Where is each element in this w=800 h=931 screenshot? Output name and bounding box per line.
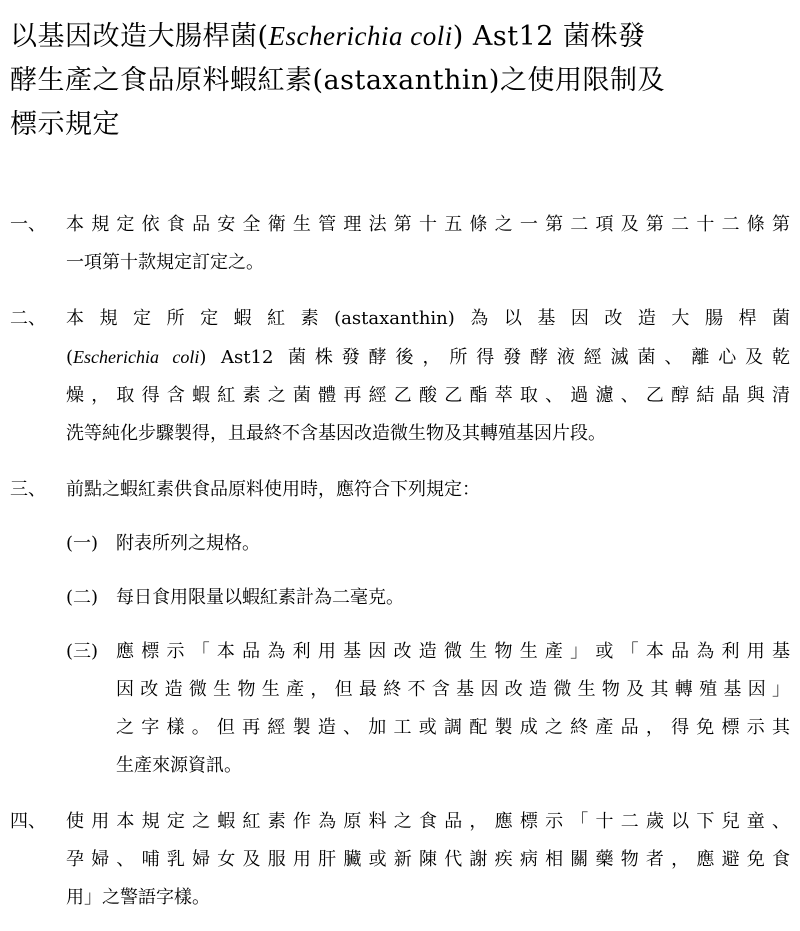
article-3-item-3-line-3: 之字樣。但再經製造、加工或調配製成之終產品，得免標示其 <box>116 717 790 738</box>
article-3-item-3-body <box>116 633 790 785</box>
article-2 <box>10 300 790 453</box>
article-4-line-2: 孕婦、哺乳婦女及服用肝臟或新陳代謝疾病相關藥物者，應避免食 <box>66 849 790 870</box>
title-line-2: 酵生產之食品原料蝦紅素(astaxanthin)之使用限制及 <box>10 65 665 96</box>
article-2-line-4: 洗等純化步驟製得，且最終不含基因改造微生物及其轉殖基因片段。 <box>66 423 606 444</box>
article-3-body <box>66 471 790 509</box>
article-2-line-2-italic: Escherichia coli <box>73 347 200 367</box>
article-list <box>10 206 790 931</box>
article-1-line-1: 本規定依食品安全衛生管理法第十五條之一第二項及第二十二條第 <box>66 214 790 235</box>
article-4-line-3: 用」之警語字樣。 <box>66 887 210 908</box>
article-2-body <box>66 300 790 453</box>
article-3-item-3-line-2: 因改造微生物生產，但最終不含基因改造微生物及其轉殖基因」 <box>116 679 790 700</box>
article-4-line-1: 使用本規定之蝦紅素作為原料之食品，應標示「十二歲以下兒童、 <box>66 811 790 832</box>
article-3-number: 三、 <box>10 479 46 500</box>
article-1 <box>10 206 790 282</box>
article-1-body <box>66 206 790 282</box>
article-2-line-2-rest: ) Ast12 菌株發酵後，所得發酵液經滅菌、離心及乾 <box>199 347 790 368</box>
article-4 <box>10 803 790 917</box>
title-line-3: 標示規定 <box>10 109 120 140</box>
article-3-item-2-line-1: 每日食用限量以蝦紅素計為二毫克。 <box>116 587 404 608</box>
article-3 <box>10 471 790 785</box>
article-3-item-2-body <box>116 579 790 617</box>
article-3-item-1 <box>66 525 790 563</box>
article-3-item-3-number: (三) <box>66 641 99 662</box>
article-3-item-2-number: (二) <box>66 587 99 608</box>
article-3-item-3-line-1: 應標示「本品為利用基因改造微生物生產」或「本品為利用基 <box>116 641 790 662</box>
article-1-number: 一、 <box>10 214 46 235</box>
article-3-item-2 <box>66 579 790 617</box>
document-title <box>10 14 786 147</box>
article-3-item-1-line-1: 附表所列之規格。 <box>116 533 260 554</box>
title-line-1-suffix: ) Ast12 菌株發 <box>452 21 646 52</box>
article-3-item-1-body <box>116 525 790 563</box>
article-2-number: 二、 <box>10 308 46 329</box>
title-line-1-italic: Escherichia coli <box>268 21 453 51</box>
article-2-line-3: 燥，取得含蝦紅素之菌體再經乙酸乙酯萃取、過濾、乙醇結晶與清 <box>66 385 790 406</box>
article-3-item-3 <box>66 633 790 785</box>
title-line-1 <box>10 14 786 59</box>
article-4-body <box>66 803 790 917</box>
article-2-line-1: 本規定所定蝦紅素(astaxanthin)為以基因改造大腸桿菌 <box>66 308 790 329</box>
title-line-1-prefix: 以基因改造大腸桿菌( <box>10 21 269 52</box>
article-3-item-1-number: (一) <box>66 533 99 554</box>
article-3-item-3-line-4: 生產來源資訊。 <box>116 755 242 776</box>
article-1-line-2: 一項第十款規定訂定之。 <box>66 252 264 273</box>
article-2-line-2-open: ( <box>66 347 74 368</box>
article-4-number: 四、 <box>10 811 46 832</box>
article-3-intro: 前點之蝦紅素供食品原料使用時，應符合下列規定： <box>66 479 480 500</box>
article-2-line-2 <box>66 338 790 377</box>
